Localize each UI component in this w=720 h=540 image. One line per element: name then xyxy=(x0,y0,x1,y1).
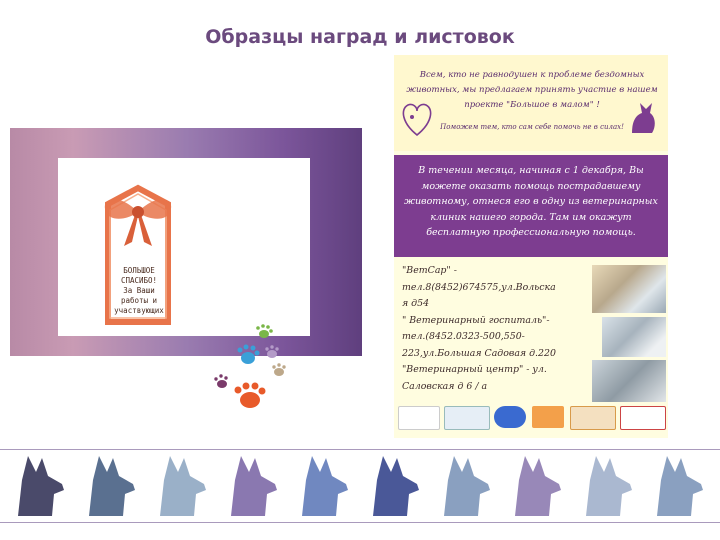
dog-head-icon xyxy=(231,456,277,516)
clinic-contacts xyxy=(402,263,554,395)
dog-head-icon xyxy=(302,456,348,516)
leaflet-slogan: Поможем тем, кто сам себе помочь не в силах! xyxy=(440,123,624,131)
leaflet-sample xyxy=(394,55,668,438)
dog-head-icon xyxy=(586,456,632,516)
paw-prints-icon xyxy=(206,324,306,414)
contact-line: тел.(8452.0323-500,550- xyxy=(402,331,525,342)
sponsor-logo xyxy=(620,406,666,430)
sponsor-logos xyxy=(398,402,664,434)
dog-head-icon xyxy=(657,456,703,516)
leaflet-intro-line: Всем, кто не равнодушен к проблеме бездомных xyxy=(419,70,645,80)
leaflet-intro-line: проекте "Большое в малом" ! xyxy=(464,100,600,110)
page-title: Образцы наград и листовок xyxy=(205,26,515,48)
contact-line: 223,ул.Большая Садовая д.220 xyxy=(402,347,556,359)
dog-silhouette-border xyxy=(0,449,720,523)
divider xyxy=(0,522,720,523)
dog-head-icon xyxy=(444,456,490,516)
vet-photo xyxy=(592,265,666,313)
announcement-text: В течении месяца, начиная с 1 декабря, Вы можете оказать помощь пострадавшему животному, отнеся его в одну из ветеринарных клиник нашего города. Там им окажут бесплатную профессиональную помощь. xyxy=(404,165,658,238)
sponsor-logo xyxy=(570,406,616,430)
contact-line: "ВетСар" - xyxy=(402,265,457,276)
dog-heads-icon xyxy=(0,450,720,522)
award-line: БОЛЬШОЕ xyxy=(123,266,155,275)
leaflet-announcement xyxy=(394,155,668,257)
award-card xyxy=(58,158,310,336)
ribbon-bow-icon xyxy=(105,199,171,246)
leaflet-intro-line: животных, мы предлагаем принять участие в нашем xyxy=(406,85,658,95)
vet-photo xyxy=(602,317,666,357)
award-line: СПАСИБО! xyxy=(120,276,158,285)
contact-line: "Ветеринарный центр" - ул. xyxy=(402,364,547,375)
dog-head-icon xyxy=(373,456,419,516)
leaflet-header xyxy=(394,55,668,151)
sponsor-logo xyxy=(444,406,490,430)
contact-line: я д54 xyxy=(402,298,430,309)
sponsor-logo xyxy=(494,406,526,428)
sponsor-logo xyxy=(532,406,564,428)
contact-line: тел.8(8452)674575,ул.Вольска xyxy=(402,281,556,293)
vet-photo xyxy=(592,360,666,402)
award-sample xyxy=(10,128,362,356)
award-line: За Ваши xyxy=(123,286,155,295)
award-line: работы и xyxy=(120,296,158,305)
contact-line: " Ветеринарный госпиталь"- xyxy=(402,314,550,326)
dog-head-icon xyxy=(160,456,206,516)
award-line: участвующих xyxy=(114,306,164,315)
dog-head-icon xyxy=(89,456,135,516)
contact-line: Саловская д 6 / а xyxy=(402,380,488,392)
award-text xyxy=(102,266,176,316)
dog-head-icon xyxy=(515,456,561,516)
sponsor-logo xyxy=(398,406,440,430)
dog-head-icon xyxy=(18,456,64,516)
